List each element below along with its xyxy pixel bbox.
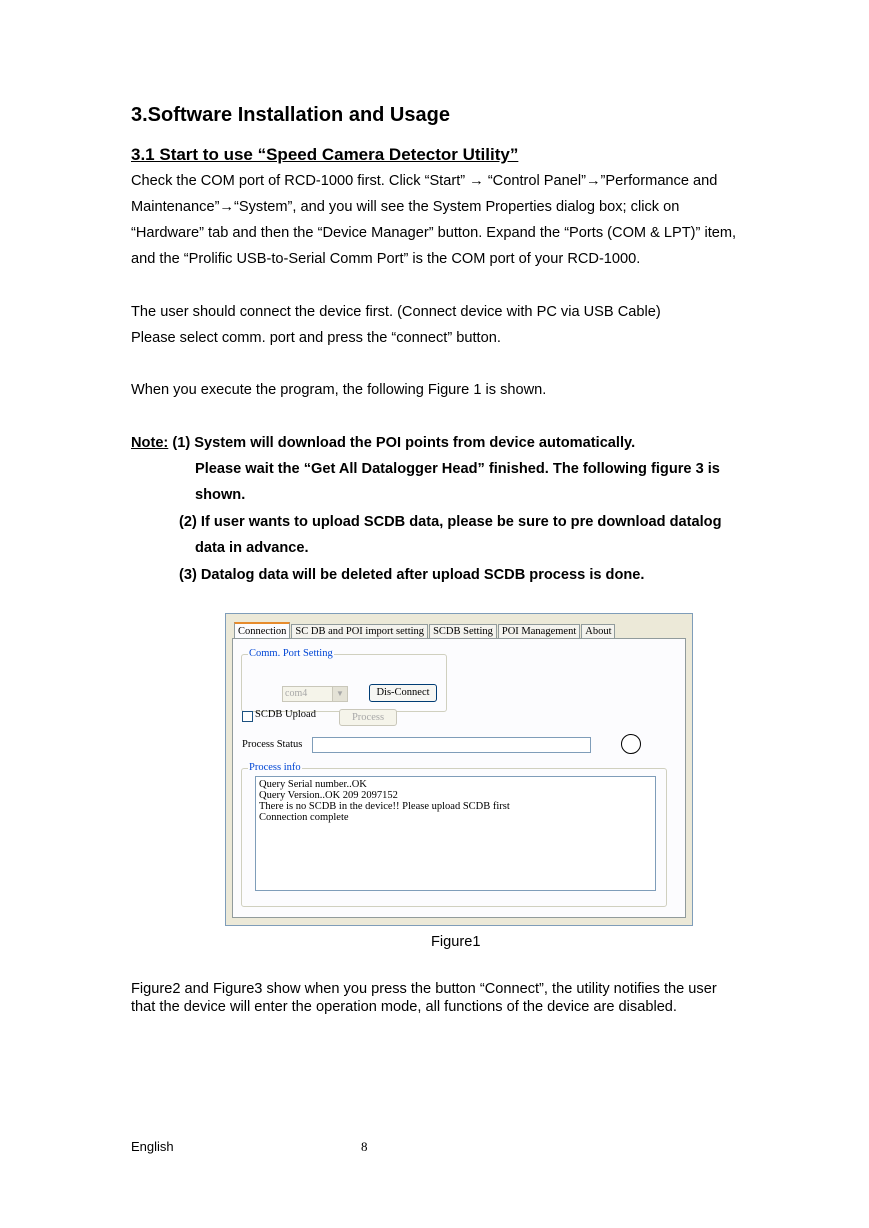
- disconnect-button[interactable]: Dis-Connect: [369, 684, 437, 702]
- process-button[interactable]: Process: [339, 709, 397, 726]
- paragraph-line: Check the COM port of RCD-1000 first. Click “Start” → “Control Panel”→”Performance and: [131, 173, 718, 189]
- tab-panel: [232, 638, 686, 918]
- footer-language: English: [131, 1139, 174, 1154]
- paragraph: [131, 980, 791, 1016]
- tab-scdb-poi-import[interactable]: SC DB and POI import setting: [291, 624, 428, 639]
- subsection-heading: 3.1 Start to use “Speed Camera Detector Utility”: [131, 145, 519, 164]
- scdb-upload-label: SCDB Upload: [255, 709, 316, 720]
- comm-port-group: [241, 648, 447, 712]
- note-line-6: (3) Datalog data will be deleted after upload SCDB process is done.: [179, 567, 645, 583]
- paragraph-line: “Hardware” tab and then the “Device Manager” button. Expand the “Ports (COM & LPT)” item,: [131, 225, 737, 241]
- log-line: Connection complete: [259, 812, 349, 823]
- log-line: Query Serial number..OK: [259, 779, 367, 790]
- figure-caption: Figure1: [431, 934, 481, 950]
- com-port-select[interactable]: [282, 686, 348, 702]
- paragraph-line: The user should connect the device first. (Connect device with PC via USB Cable): [131, 304, 661, 320]
- note-text: (1) System will download the POI points from device automatically.: [168, 435, 636, 451]
- page-number: 8: [361, 1139, 368, 1154]
- com-port-value: com4: [285, 688, 308, 699]
- tab-about[interactable]: About: [581, 624, 615, 639]
- process-info-log[interactable]: [255, 776, 656, 891]
- log-line: There is no SCDB in the device!! Please upload SCDB first: [259, 801, 510, 812]
- process-status-bar: [312, 737, 591, 753]
- section-heading: 3.Software Installation and Usage: [131, 104, 450, 126]
- note-line-1: [131, 430, 635, 456]
- paragraph-line: Figure2 and Figure3 show when you press the button “Connect”, the utility notifies the user: [131, 981, 717, 997]
- tab-bar: [234, 622, 616, 639]
- scdb-upload-checkbox[interactable]: [242, 711, 253, 722]
- process-info-label: Process info: [249, 762, 301, 773]
- process-status-label: Process Status: [242, 739, 303, 750]
- chevron-down-icon[interactable]: ▼: [332, 687, 347, 701]
- note-line-5: data in advance.: [195, 540, 309, 556]
- note-line-2: Please wait the “Get All Datalogger Head” finished. The following figure 3 is: [195, 461, 720, 477]
- tab-poi-management[interactable]: POI Management: [498, 624, 580, 639]
- note-label: Note:: [131, 435, 169, 451]
- comm-port-group-label: Comm. Port Setting: [249, 648, 333, 659]
- log-line: Query Version..OK 209 2097152: [259, 790, 398, 801]
- tab-scdb-setting[interactable]: SCDB Setting: [429, 624, 497, 639]
- paragraph-line: When you execute the program, the following Figure 1 is shown.: [131, 382, 547, 398]
- paragraph-line: and the “Prolific USB-to-Serial Comm Port” is the COM port of your RCD-1000.: [131, 251, 641, 267]
- paragraph-line: Maintenance”→“System”, and you will see the System Properties dialog box; click on: [131, 199, 680, 215]
- status-indicator: [621, 734, 641, 754]
- note-line-4: (2) If user wants to upload SCDB data, please be sure to pre download datalog: [179, 514, 722, 530]
- figure-dialog: [225, 613, 693, 926]
- note-line-3: shown.: [195, 487, 246, 503]
- paragraph-line: Please select comm. port and press the “connect” button.: [131, 330, 501, 346]
- process-info-group: [241, 762, 667, 907]
- paragraph-line: that the device will enter the operation mode, all functions of the device are disabled.: [131, 999, 677, 1015]
- tab-connection[interactable]: Connection: [234, 622, 290, 641]
